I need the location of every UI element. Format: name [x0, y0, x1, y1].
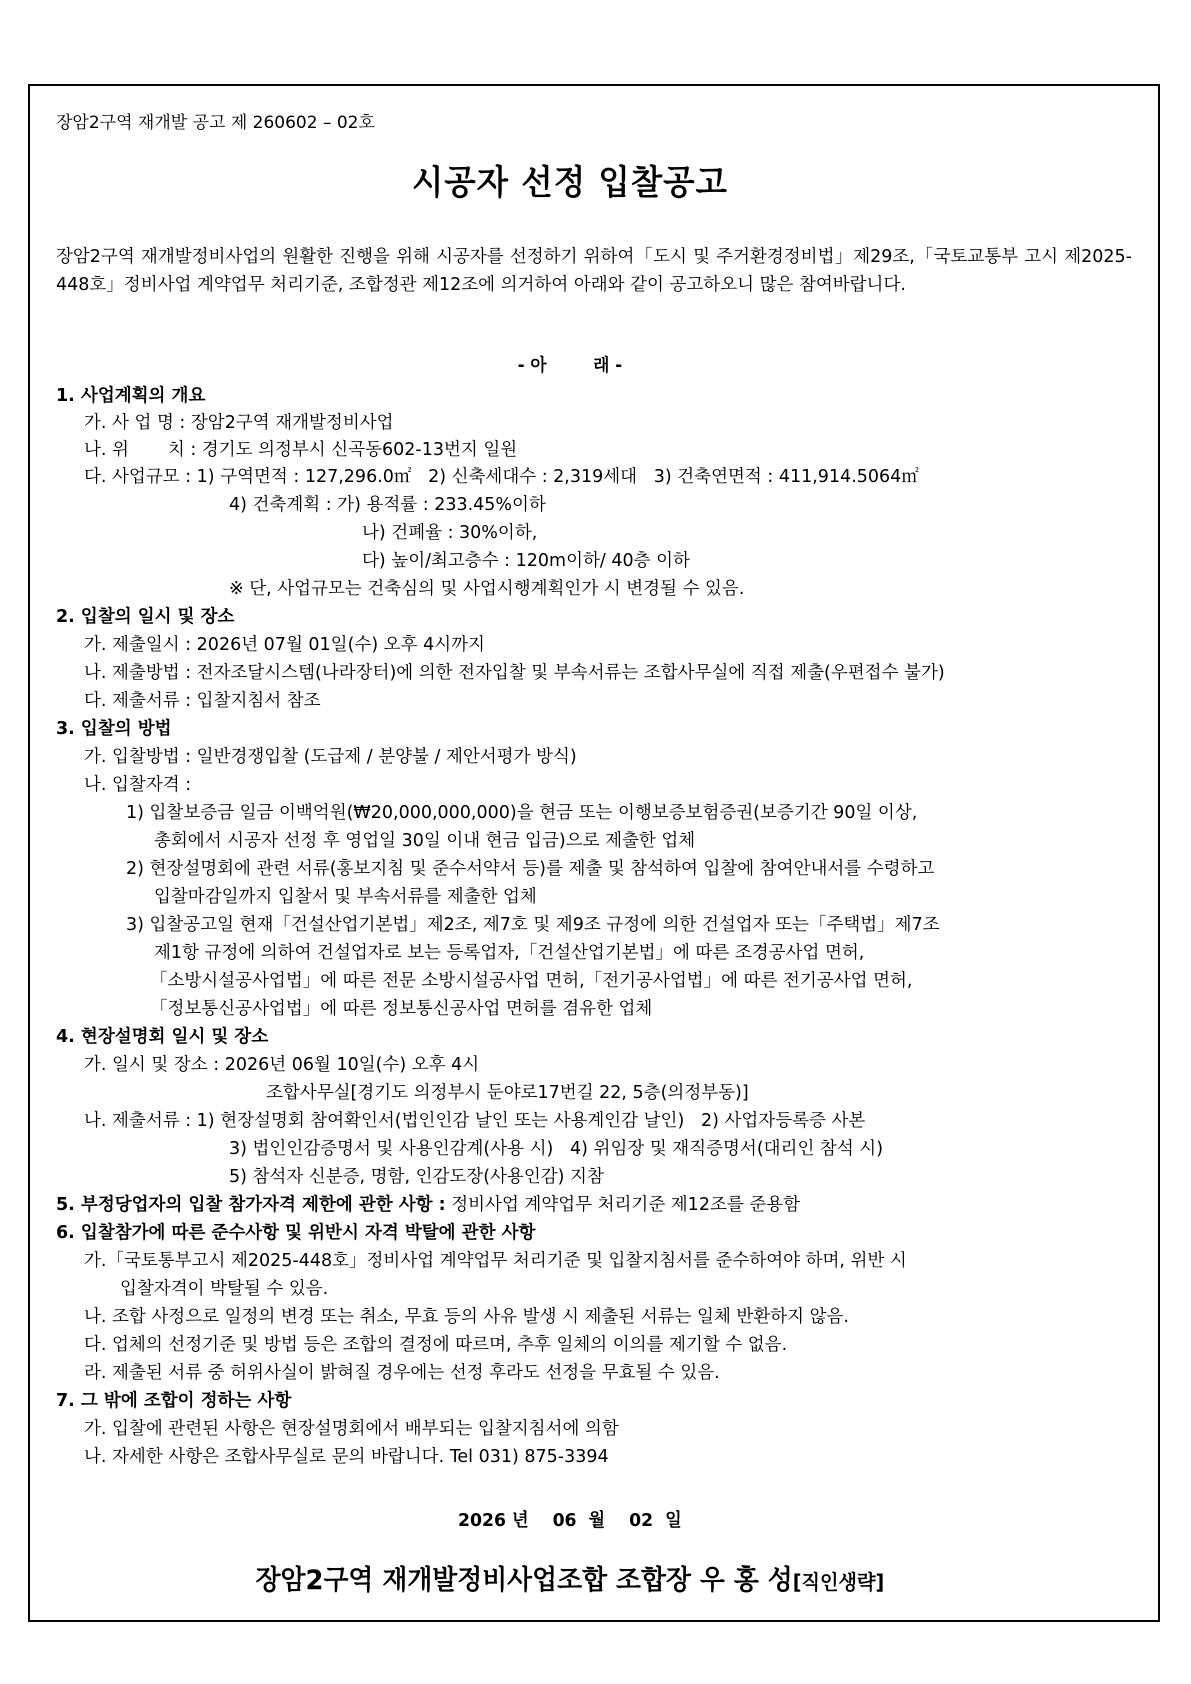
s1-item-b: 나. 위 치 : 경기도 의정부시 신곡동602-13번지 일원 [84, 440, 518, 460]
notice-number: 장암2구역 재개발 공고 제 260602 – 02호 [56, 113, 375, 133]
s6-item-b: 나. 조합 사정으로 일정의 변경 또는 취소, 무효 등의 사유 발생 시 제출된 서류는 일체 반환하지 않음. [84, 1307, 849, 1327]
page-title: 시공자 선정 입찰공고 [411, 163, 728, 203]
section-5-text: 정비사업 계약업무 처리기준 제12조를 준용함 [445, 1195, 801, 1215]
s3-qual-3a: 3) 입찰공고일 현재「건설산업기본법」제2조, 제7호 및 제9조 규정에 의한 건설업자 또는「주택법」제7조 [126, 915, 940, 935]
s7-item-b: 나. 자세한 사항은 조합사무실로 문의 바랍니다. Tel 031) 875-3394 [84, 1447, 609, 1467]
section-2-heading: 2. 입찰의 일시 및 장소 [56, 607, 235, 627]
s3-qual-1b: 총회에서 시공자 선정 후 영업일 30일 이내 현금 입금)으로 제출한 업체 [154, 831, 696, 851]
section-4-heading: 4. 현장설명회 일시 및 장소 [56, 1027, 269, 1047]
signature-name: 장암2구역 재개발정비사업조합 조합장 우 홍 성 [255, 1565, 793, 1596]
s6-item-a: 가.「국토통부고시 제2025-448호」정비사업 계약업무 처리기준 및 입찰지침서를 준수하여야 하며, 위반 시 [84, 1251, 907, 1271]
s2-item-a: 가. 제출일시 : 2026년 07월 01일(수) 오후 4시까지 [84, 635, 485, 655]
s4-item-b2: 3) 법인인감증명서 및 사용인감계(사용 시) 4) 위임장 및 재직증명서(대리인 참석 시) [229, 1139, 884, 1159]
s3-qual-3d: 「정보통신공사업법」에 따른 정보통신공사업 면허를 겸유한 업체 [150, 999, 653, 1019]
s2-item-c: 다. 제출서류 : 입찰지침서 참조 [84, 691, 321, 711]
section-3-heading: 3. 입찰의 방법 [56, 719, 172, 739]
s1-item-c4b: 나) 건폐율 : 30%이하, [362, 523, 538, 543]
section-1-heading: 1. 사업계획의 개요 [56, 386, 206, 406]
s1-item-a: 가. 사 업 명 : 장암2구역 재개발정비사업 [84, 413, 394, 433]
center-mark: - 아 래 - [517, 356, 623, 376]
s1-item-c: 다. 사업규모 : 1) 구역면적 : 127,296.0㎡ 2) 신축세대수 : 2,319세대 3) 건축연면적 : 411,914.5064㎡ [84, 467, 919, 487]
s4-item-b: 나. 제출서류 : 1) 현장설명회 참여확인서(법인인감 날인 또는 사용계인감 날인) 2) 사업자등록증 사본 [84, 1111, 866, 1131]
s4-item-a: 가. 일시 및 장소 : 2026년 06월 10일(수) 오후 4시 [84, 1055, 480, 1075]
s7-item-a: 가. 입찰에 관련된 사항은 현장설명회에서 배부되는 입찰지침서에 의함 [84, 1419, 619, 1439]
s3-qual-3b: 제1항 규정에 의하여 건설업자로 보는 등록업자,「건설산업기본법」에 따른 조경공사업 면허, [154, 943, 865, 963]
s1-item-c4: 4) 건축계획 : 가) 용적률 : 233.45%이하 [229, 495, 546, 515]
section-5 [56, 1194, 800, 1216]
section-5-heading: 5. 부정당업자의 입찰 참가자격 제한에 관한 사항 : [56, 1195, 446, 1215]
section-7-heading: 7. 그 밖에 조합이 정하는 사항 [56, 1391, 292, 1411]
s6-item-a2: 입찰자격이 박탈될 수 있음. [120, 1279, 329, 1299]
signature-line [0, 1564, 1140, 1599]
s3-qual-2a: 2) 현장설명회에 관련 서류(홍보지침 및 준수서약서 등)를 제출 및 참석하여 입찰에 참여안내서를 수령하고 [126, 859, 935, 879]
s4-item-a2: 조합사무실[경기도 의정부시 둔야로17번길 22, 5층(의정부동)] [266, 1083, 749, 1103]
s3-qual-2b: 입찰마감일까지 입찰서 및 부속서류를 제출한 업체 [154, 887, 537, 907]
s6-item-c: 다. 업체의 선정기준 및 방법 등은 조합의 결정에 따르며, 추후 일체의 이의를 제기할 수 없음. [84, 1335, 788, 1355]
intro-paragraph: 장암2구역 재개발정비사업의 원활한 진행을 위해 시공자를 선정하기 위하여「도시 및 주거환경정비법」제29조,「국토교통부 고시 제2025-448호」정비사업 계약업무 처리기준, 조합정관 제12조에 의거하여 아래와 같이 공고하오니 많은 참여바랍니다. [56, 247, 1132, 295]
s3-qual-1a: 1) 입찰보증금 일금 이백억원(₩20,000,000,000)을 현금 또는 이행보증보험증권(보증기간 90일 이상, [126, 803, 918, 823]
s3-qual-3c: 「소방시설공사업법」에 따른 전문 소방시설공사업 면허,「전기공사업법」에 따른 전기공사업 면허, [150, 971, 913, 991]
s3-item-a: 가. 입찰방법 : 일반경쟁입찰 (도급제 / 분양불 / 제안서평가 방식) [84, 747, 577, 767]
s4-item-b3: 5) 참석자 신분증, 명함, 인감도장(사용인감) 지참 [229, 1167, 604, 1187]
s3-item-b: 나. 입찰자격 : [84, 775, 192, 795]
s1-item-c4c: 다) 높이/최고층수 : 120m이하/ 40층 이하 [362, 551, 690, 571]
s2-item-b: 나. 제출방법 : 전자조달시스템(나라장터)에 의한 전자입찰 및 부속서류는 조합사무실에 직접 제출(우편접수 불가) [84, 663, 945, 683]
seal-omitted-note: [직인생략] [792, 1570, 885, 1594]
s6-item-d: 라. 제출된 서류 중 허위사실이 밝혀질 경우에는 선정 후라도 선정을 무효될 수 있음. [84, 1363, 720, 1383]
notice-date: 2026 년 06 월 02 일 [457, 1510, 682, 1531]
section-6-heading: 6. 입찰참가에 따른 준수사항 및 위반시 자격 박탈에 관한 사항 [56, 1223, 536, 1243]
s1-note: ※ 단, 사업규모는 건축심의 및 사업시행계획인가 시 변경될 수 있음. [229, 579, 745, 599]
